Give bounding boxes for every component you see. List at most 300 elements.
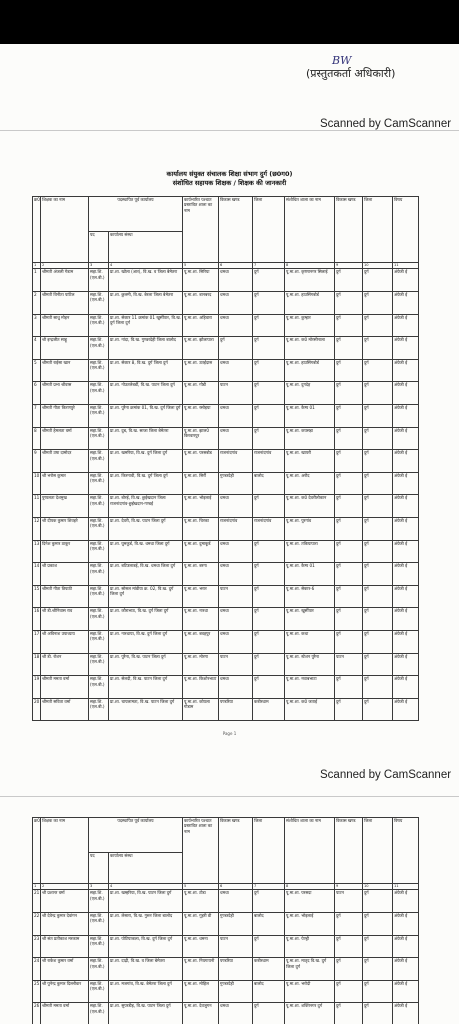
table-cell: 8 (33, 427, 41, 450)
column-number: 11 (393, 263, 419, 269)
table-cell: सहा.शि. (एल.बी.) (89, 292, 109, 315)
table-cell: श्रीमती साधु मोहन (41, 314, 89, 337)
table-cell: अंग्रेजी ई (393, 472, 419, 495)
table-cell: अंग्रेजी ई (393, 608, 419, 631)
table-row (33, 935, 419, 958)
table-cell: धमधा (219, 890, 253, 913)
table-cell: सहा.शि. (एल.बी.) (89, 653, 109, 676)
table-body (33, 884, 419, 1024)
table-cell: कबीरधाम (253, 698, 285, 721)
table-cell: कबीरधाम (253, 958, 285, 981)
table-cell: 7 (33, 404, 41, 427)
header-office: कार्यालय संस्था (109, 853, 183, 884)
table-cell: 19 (33, 676, 41, 699)
table-row (33, 540, 419, 563)
table-cell: श्रीमती ममता वर्मा (41, 676, 89, 699)
table-row (33, 980, 419, 1003)
table-cell: सहा.शि. (एल.बी.) (89, 450, 109, 473)
table-cell: पू.मा.शा. गुहरी डी (183, 913, 219, 936)
column-number: 2 (41, 263, 89, 269)
table-cell: श्रीमती राईसा खान (41, 359, 89, 382)
table-cell: दुर्ग (253, 935, 285, 958)
table-cell: दुर्ग (335, 382, 363, 405)
table-cell: दुर्ग (253, 337, 285, 360)
table-cell: श्रीमती गीता त्रिपाठी (41, 585, 89, 608)
table-cell: पू.मा.शा. देवजुगन (183, 1003, 219, 1024)
table-cell: पू.मा.शा. कपसड़ा (285, 427, 335, 450)
table-row (33, 495, 419, 518)
table-cell: 17 (33, 630, 41, 653)
table-body (33, 263, 419, 721)
table-cell: दिनेश कुमार ठाकुर (41, 540, 89, 563)
header-district-2: जिला (363, 197, 393, 263)
header-sno: क्र0 (33, 818, 41, 884)
table-cell: 11 (33, 495, 41, 518)
table-cell: अंग्रेजी ई (393, 292, 419, 315)
table-cell: राजनांदगांव (219, 450, 253, 473)
scan-page-2 (0, 131, 459, 797)
table-row (33, 585, 419, 608)
table-cell: सहा.शि. (एल.बी.) (89, 698, 109, 721)
header-amended-school: संशोधित शाला का नाम (285, 818, 335, 884)
table-row (33, 890, 419, 913)
table-cell: दुर्ग (363, 314, 393, 337)
table-cell: धमधा (219, 1003, 253, 1024)
table-cell: पू.मा.शा. दुगदेह (285, 382, 335, 405)
header-new-posting: कार्यभारित पश्चात प्रस्तावित शाला का नाम (183, 197, 219, 263)
table-cell: सहा.शि. (एल.बी.) (89, 359, 109, 382)
table-cell: अंग्रेजी ई (393, 980, 419, 1003)
table-cell: प्रा.शा. लेसारा, वि.ख. गुरूर जिला बालोद (109, 913, 183, 936)
table-cell: पाटन (219, 382, 253, 405)
table-cell: पाटन (219, 585, 253, 608)
table-cell: प्रा.शा. कौराभाठ, वि.ख. दुर्ग जिला दुर्ग (109, 608, 183, 631)
table-cell: पू.मा.शा. परसबोड (183, 450, 219, 473)
table-cell: धमधा (219, 359, 253, 382)
table-row (33, 1003, 419, 1024)
table-cell: पू.मा.शा. कैम्प 01 (285, 404, 335, 427)
table-cell: अंग्रेजी ई (393, 913, 419, 936)
table-cell: दुर्ग (363, 292, 393, 315)
column-number: 5 (183, 884, 219, 890)
header-amended-school: संशोधित शाला का नाम (285, 197, 335, 263)
table-cell: सहा.शि. (एल.बी.) (89, 269, 109, 292)
column-number: 8 (285, 263, 335, 269)
table-cell: सहा.शि. (एल.बी.) (89, 935, 109, 958)
table-cell: राजनांदगांव (253, 517, 285, 540)
table-cell: प्रा.शा. नारधाया, वि.ख. दुर्ग जिला दुर्ग (109, 630, 183, 653)
header-name: शिक्षक का नाम (41, 197, 89, 263)
table-cell: श्रीमती विनीता पाटिल (41, 292, 89, 315)
table-cell: पू.मा.शा. हाउसिंगबोर्ड (285, 359, 335, 382)
table-cell: पू.मा.शा. धमना (183, 935, 219, 958)
table-cell: दुर्ग (253, 540, 285, 563)
table-cell: पू.मा.शा. कुम्हार (285, 314, 335, 337)
table-cell: धमधा (219, 540, 253, 563)
table-cell: धमधा (219, 676, 253, 699)
table-cell: धमधा (219, 404, 253, 427)
table-cell: श्री इन्द्रजीत साहू (41, 337, 89, 360)
table-cell: दुर्ग (363, 450, 393, 473)
table-cell: सहा.शि. (एल.बी.) (89, 913, 109, 936)
table-cell: पू.मा.शा. कोयला गोडाम (183, 698, 219, 721)
table-cell: प्रा.शा. देवरी, वि.ख. पाटन जिला दुर्ग (109, 517, 183, 540)
table-cell: प्रा.शा. सुपरडीह, वि.ख. पाटन जिला दुर्ग (109, 1003, 183, 1024)
table-cell: धमधा (219, 427, 253, 450)
table-cell: प्रा.शा. चापलामता, वि.ख. पाटन जिला दुर्ग (109, 698, 183, 721)
table-cell: धमधा (219, 314, 253, 337)
office-title: कार्यालय संयुक्त संचालक शिक्षा संभाग दुर्ग (छ0ग0) (166, 170, 293, 178)
table-cell: पू.मा.शा. स्टेशन पुरैना (285, 653, 335, 676)
table-row (33, 630, 419, 653)
document-subtitle: संशोधित सहायक शिक्षक / शिक्षक की जानकारी (172, 179, 287, 187)
table-cell: दुर्ग (253, 585, 285, 608)
table-row (33, 563, 419, 586)
table-cell: 26 (33, 1003, 41, 1024)
table-cell: दुर्ग (253, 495, 285, 518)
table-row (33, 913, 419, 936)
header-district-2: जिला (363, 818, 393, 884)
table-cell: श्री पुनेन्द्र कुमार दिल्लीवार (41, 980, 89, 1003)
table-cell: पुष्पलता देशमुख (41, 495, 89, 518)
table-cell: दुर्ग (335, 404, 363, 427)
table-cell: पू.मा.शा. अहिवारा (183, 314, 219, 337)
table-cell: 6 (33, 382, 41, 405)
table-cell: अंग्रेजी ई (393, 958, 419, 981)
scan-page-1 (0, 0, 459, 131)
table-cell: दुर्ग (335, 517, 363, 540)
table-cell: दुर्ग (335, 630, 363, 653)
table-row (33, 337, 419, 360)
table-cell: पण्डरिया (219, 698, 253, 721)
table-row (33, 404, 419, 427)
table-cell: अंग्रेजी ई (393, 450, 419, 473)
table-cell: प्रा.शा. मजगांव, वि.ख. बेमेतरा जिला दुर्ग (109, 980, 183, 1003)
table-cell: पू.मा.शा. दुमाकूर्ड (183, 540, 219, 563)
table-cell: अंग्रेजी ई (393, 269, 419, 292)
table-cell: दुर्ग (363, 427, 393, 450)
column-number: 7 (253, 263, 285, 269)
table-cell: दुर्ग (335, 495, 363, 518)
table-row (33, 676, 419, 699)
table-cell: 15 (33, 585, 41, 608)
table-cell: दुर्ग (253, 427, 285, 450)
header-block: विकास खण्ड (219, 197, 253, 263)
table-cell: राजनांदगांव (219, 517, 253, 540)
table-cell: पू.मा.शा. मातृद वि.ख. दुर्ग जिला दुर्ग (285, 958, 335, 981)
table-row (33, 314, 419, 337)
table-cell: श्री प्रकाश (41, 563, 89, 586)
table-cell: पू.मा.शा. हाउसिंगबोर्ड (285, 292, 335, 315)
camscanner-watermark: Scanned by CamScanner (320, 769, 452, 781)
header-new-posting: कार्यभारित पश्चात प्रस्तावित शाला का नाम (183, 818, 219, 884)
table-cell: श्रीमती गीता किरणपुरे (41, 404, 89, 427)
table-cell: 2 (33, 292, 41, 315)
header-post: पद (89, 232, 109, 263)
table-cell: पू.मा.शा. उतईदास (183, 359, 219, 382)
table-cell: श्री डी. रोशन (41, 653, 89, 676)
table-cell: सहा.शि. (एल.बी.) (89, 337, 109, 360)
table-header-row (33, 818, 419, 853)
table-cell: पू.मा.शा. किशोरभाटा (183, 676, 219, 699)
table-cell: प्रा.शा. घुमकूर्ड, वि.ख. धमधा जिला दुर्ग (109, 540, 183, 563)
table-cell: बालोद (253, 980, 285, 1003)
table-cell: अंग्रेजी ई (393, 653, 419, 676)
table-cell: दुर्ग (253, 314, 285, 337)
table-cell: श्री डी.श्रीनिवास राव (41, 608, 89, 631)
table-cell: दुर्ग (253, 890, 285, 913)
table-cell: 14 (33, 563, 41, 586)
table-cell: दुर्ग (253, 404, 285, 427)
table-cell: 18 (33, 653, 41, 676)
table-cell: पू.मा.शा. कैम्प 01 (285, 563, 335, 586)
table-cell: दुर्ग (363, 630, 393, 653)
table-cell: 21 (33, 890, 41, 913)
table-cell: प्रा.शा. पोटियाकला, वि.ख. दुर्ग जिला दुर्ग (109, 935, 183, 958)
table-cell: पू.मा.शा. सिर्री (183, 472, 219, 495)
header-sno: क्र0 (33, 197, 41, 263)
table-cell: पू.मा.शा. चिरका (183, 517, 219, 540)
table-cell: दुर्ग (253, 269, 285, 292)
table-cell: सहा.शि. (एल.बी.) (89, 382, 109, 405)
table-cell: पू.मा.शा. भोइलाई (183, 495, 219, 518)
table-cell: प्रा.शा. सेलदी, वि.ख. पाटन जिला दुर्ग (109, 676, 183, 699)
table-cell: धमधा (219, 292, 253, 315)
table-cell: 24 (33, 958, 41, 981)
teacher-posting-table-continued (32, 817, 419, 1024)
table-cell: प्रा.शा. दुब, वि.ख. साजा जिला बेमेतरा (109, 427, 183, 450)
table-cell: दुर्ग (335, 563, 363, 586)
header-block: विकास खण्ड (219, 818, 253, 884)
header-posting-group: पदस्थापित पूर्व कार्यालय (89, 197, 183, 232)
table-cell: पू.मा.शा. गोडी (183, 382, 219, 405)
table-cell: दुर्ग (335, 337, 363, 360)
table-cell: पू.मा.शा. रसोइया (183, 404, 219, 427)
table-cell: दुर्ग (253, 382, 285, 405)
table-cell: सहा.शि. (एल.बी.) (89, 585, 109, 608)
table-cell: 23 (33, 935, 41, 958)
table-cell: प्रा.शा. खोला (आर), वि.ख. व जिला बेमेतरा (109, 269, 183, 292)
table-cell: धमधा (219, 495, 253, 518)
header-subject: विषय (393, 197, 419, 263)
table-cell: पू.मा.शा. भरार (183, 585, 219, 608)
table-cell: दुर्ग (253, 608, 285, 631)
table-cell: पाटन (335, 890, 363, 913)
table-cell: दुर्ग (335, 472, 363, 495)
table-cell: दुर्ग (363, 1003, 393, 1024)
table-cell: प्रा.शा. खम्हरिया, वि.ख. पाटन जिला दुर्ग (109, 890, 183, 913)
table-cell: बालोद (253, 913, 285, 936)
table-cell: श्रीमती ममता वर्मा (41, 1003, 89, 1024)
dark-scan-band (0, 0, 459, 44)
table-cell: दुर्ग (335, 585, 363, 608)
table-cell: दुर्ग (335, 450, 363, 473)
table-cell: दुर्ग (363, 563, 393, 586)
table-cell: गुण्डरदेही (219, 472, 253, 495)
table-cell: धमधा (219, 630, 253, 653)
table-cell: दुर्ग (363, 337, 393, 360)
table-cell: श्री दीपक कुमार शिवहरे (41, 517, 89, 540)
column-number: 10 (363, 884, 393, 890)
table-cell: पाटन (219, 653, 253, 676)
table-cell: प्रा.शा. सोसल मांडीया क्र. 02, वि.ख. दुर्ग जिला दुर्ग (109, 585, 183, 608)
table-cell: पाटन (335, 653, 363, 676)
table-cell: गुण्डरदेही (219, 980, 253, 1003)
header-district: जिला (253, 197, 285, 263)
table-cell: दुर्ग (363, 980, 393, 1003)
table-cell: दुर्ग (363, 359, 393, 382)
table-cell: 4 (33, 337, 41, 360)
table-row (33, 292, 419, 315)
table-cell: पू.मा.शा. सिरिया (183, 269, 219, 292)
table-row (33, 958, 419, 981)
table-cell: दुर्ग (363, 517, 393, 540)
table-cell: दुर्ग (363, 540, 393, 563)
table-cell: दुर्ग (253, 292, 285, 315)
table-cell: दुर्ग (335, 314, 363, 337)
header-district: जिला (253, 818, 285, 884)
column-number: 3 (89, 263, 109, 269)
table-cell: अंग्रेजी ई (393, 585, 419, 608)
table-cell: पू.मा.शा. कथा (285, 630, 335, 653)
table-cell: प्रा.शा. पुरैना क्रमांक 01, वि.ख. दुर्ग जिला दुर्ग (109, 404, 183, 427)
table-cell: पू.मा.शा. खापरी (285, 450, 335, 473)
table-cell: राजनांदगांव (253, 450, 285, 473)
table-cell: पू.मा.शा. बवहपुर (183, 630, 219, 653)
table-cell: दुर्ग (253, 1003, 285, 1024)
table-cell: पण्डरिया (219, 958, 253, 981)
table-cell: पू.मा.शा. पुरगांव (285, 517, 335, 540)
table-cell: श्री भरोस कुमार (41, 472, 89, 495)
table-cell: अंग्रेजी ई (393, 314, 419, 337)
table-cell: पू.मा.शा. झोलापारा (183, 337, 219, 360)
table-cell: पू.मा.शा. टोडा (183, 890, 219, 913)
table-cell: सहा.शि. (एल.बी.) (89, 472, 109, 495)
table-cell: प्रा.शा. पुरैना, वि.ख. पाटन जिला दुर्ग (109, 653, 183, 676)
table-cell: पू.मा.शा. परसदा (285, 890, 335, 913)
table-cell: प्रा.शा. किरनावी, वि.ख. दुर्ग जिला दुर्ग (109, 472, 183, 495)
table-cell: सहा.शि. (एल.बी.) (89, 890, 109, 913)
table-cell: श्री संत प्रतीकाश मरकाम (41, 935, 89, 958)
table-cell: दुर्ग (335, 935, 363, 958)
table-cell: दुर्ग (335, 913, 363, 936)
table-cell: श्रीमती हेमलता वर्मा (41, 427, 89, 450)
table-row (33, 427, 419, 450)
table-row (33, 608, 419, 631)
table-cell: अंग्रेजी ई (393, 382, 419, 405)
table-cell: श्रीमती अंजली गेडाम (41, 269, 89, 292)
table-cell: पू.मा.शा. मोरगा (183, 653, 219, 676)
table-cell: गुण्डरदेही (219, 913, 253, 936)
table-cell: सहा.शि. (एल.बी.) (89, 404, 109, 427)
table-row (33, 269, 419, 292)
teacher-posting-table (32, 196, 419, 721)
table-cell: सहा.शि. (एल.बी.) (89, 958, 109, 981)
table-cell: श्री राकेश कुमार वर्मा (41, 958, 89, 981)
table-cell: पू.मा.शा. खुर्सीपार (285, 608, 335, 631)
table-cell: दुर्ग (335, 359, 363, 382)
table-row (33, 450, 419, 473)
table-cell: दुर्ग (363, 935, 393, 958)
table-cell: धमधा (219, 608, 253, 631)
table-cell: अंग्रेजी ई (393, 676, 419, 699)
column-number: 4 (109, 884, 183, 890)
table-cell: दुर्ग (335, 980, 363, 1003)
table-cell: अंग्रेजी ई (393, 935, 419, 958)
table-cell: पू.मा.शा. पेण्ड्री (285, 935, 335, 958)
table-cell: पू.मा.शा. सेक्टर-6 (285, 585, 335, 608)
table-cell: दुर्ग (335, 698, 363, 721)
column-number: 11 (393, 884, 419, 890)
table-cell: 1 (33, 269, 41, 292)
column-number: 4 (109, 263, 183, 269)
table-cell: धमधा (219, 563, 253, 586)
table-cell: पू.मा.शा. कृष्णानगर सिलाई (285, 269, 335, 292)
table-cell: दुर्ग (363, 495, 393, 518)
column-number: 6 (219, 884, 253, 890)
table-cell: दुर्ग (335, 427, 363, 450)
table-cell: दुर्ग (363, 653, 393, 676)
table-cell: दुर्ग (363, 913, 393, 936)
table-cell: दुर्ग (363, 958, 393, 981)
table-cell: पू.मा.शा. नियगायनी (183, 958, 219, 981)
table-cell: सहा.शि. (एल.बी.) (89, 517, 109, 540)
table-cell: अंग्रेजी ई (393, 698, 419, 721)
table-cell: 5 (33, 359, 41, 382)
table-cell: श्रीमती सविता वर्मा (41, 698, 89, 721)
camscanner-watermark: Scanned by CamScanner (320, 118, 452, 130)
table-cell: दुर्ग (335, 958, 363, 981)
table-cell: सहा.शि. (एल.बी.) (89, 495, 109, 518)
table-cell: पू.मा.शा. शक्तिनगर दुर्ग (285, 1003, 335, 1024)
table-cell: श्री देवेन्द्र कुमार देवांगन (41, 913, 89, 936)
table-cell: अंग्रेजी ई (393, 337, 419, 360)
table-cell: 25 (33, 980, 41, 1003)
header-subject: विषय (393, 818, 419, 884)
table-cell: दुर्ग (363, 608, 393, 631)
column-number: 6 (219, 263, 253, 269)
table-row (33, 359, 419, 382)
table-cell: सहा.शि. (एल.बी.) (89, 608, 109, 631)
table-cell: अंग्रेजी ई (393, 890, 419, 913)
table-cell: 22 (33, 913, 41, 936)
table-cell: सहा.शि. (एल.बी.) (89, 540, 109, 563)
table-cell: दुर्ग (253, 653, 285, 676)
table-cell: पू.मा.शा. भोइलाई (285, 913, 335, 936)
column-number: 1 (33, 884, 41, 890)
table-cell: दुर्ग (363, 269, 393, 292)
column-number: 9 (335, 884, 363, 890)
table-cell: अंग्रेजी ई (393, 540, 419, 563)
table-cell: दुर्ग (335, 608, 363, 631)
table-cell: पू.मा.शा. क0 मोरसीनाला (285, 337, 335, 360)
column-number: 3 (89, 884, 109, 890)
table-cell: दुर्ग (253, 630, 285, 653)
table-cell: सहा.शि. (एल.बी.) (89, 1003, 109, 1024)
table-cell: पू.मा.शा. तकियापारा (285, 540, 335, 563)
table-cell: दुर्ग (363, 585, 393, 608)
table-cell: प्रा.शा. दाढ़ी, वि.ख. व जिला बेमेतरा (109, 958, 183, 981)
table-cell: सहा.शि. (एल.बी.) (89, 980, 109, 1003)
table-cell: 16 (33, 608, 41, 631)
column-number: 5 (183, 263, 219, 269)
table-cell: 3 (33, 314, 41, 337)
table-cell: दुर्ग (335, 540, 363, 563)
table-cell: सहा.शि. (एल.बी.) (89, 563, 109, 586)
header-posting-group: पदस्थापित पूर्व कार्यालय (89, 818, 183, 853)
table-cell: दुर्ग (253, 563, 285, 586)
table-cell: अंग्रेजी ई (393, 517, 419, 540)
